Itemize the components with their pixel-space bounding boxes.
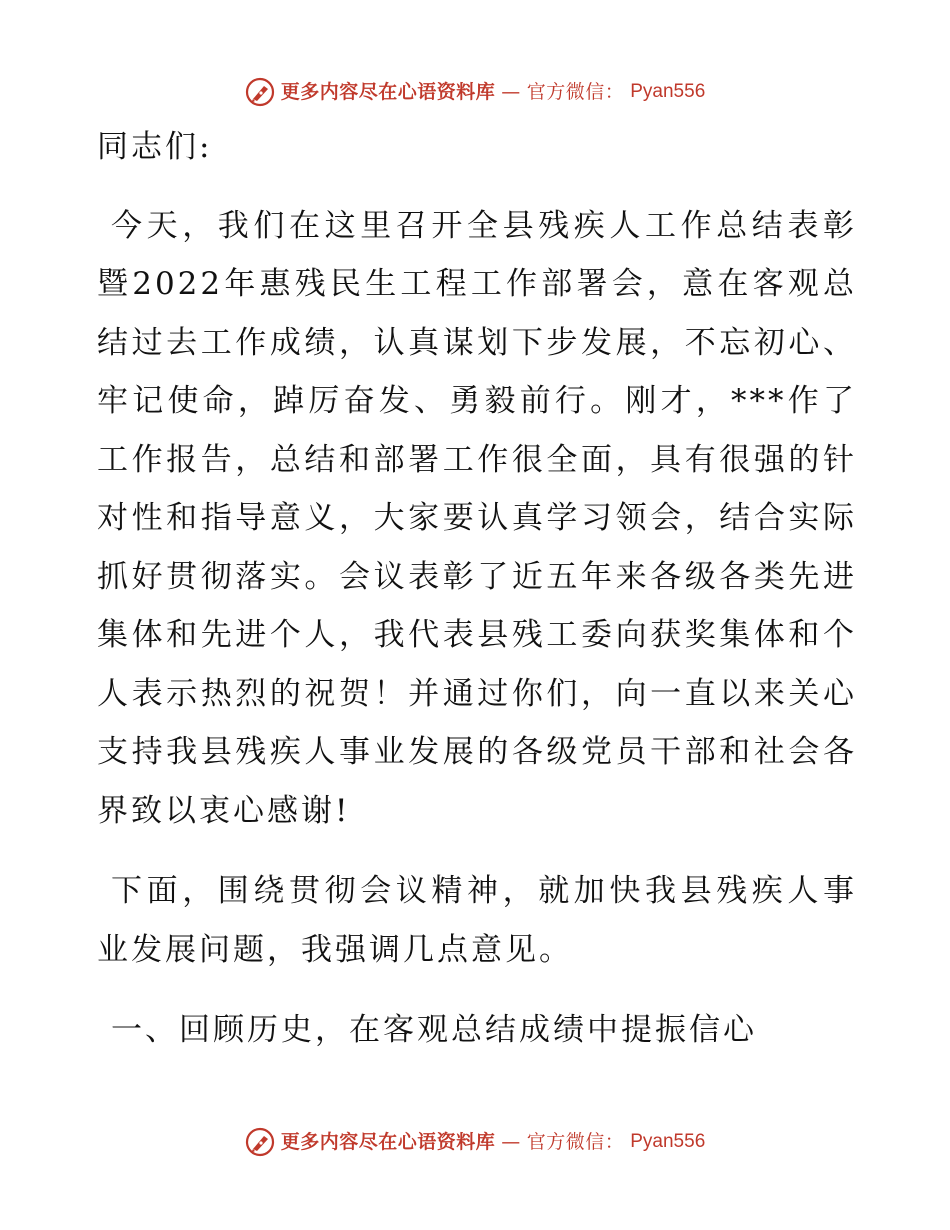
watermark-wechat-id: Pyan556 <box>630 1131 706 1152</box>
footer-watermark <box>0 1127 950 1157</box>
paragraph-intro-points: 下面，围绕贯彻会议精神，就加快我县残疾人事业发展问题，我强调几点意见。 <box>97 873 857 968</box>
header-watermark <box>0 77 950 107</box>
watermark-wechat-id: Pyan556 <box>630 81 706 102</box>
watermark-site-text: 更多内容尽在心语资料库 <box>280 81 496 103</box>
watermark-separator: — <box>501 1131 521 1153</box>
watermark-site-text: 更多内容尽在心语资料库 <box>280 1131 496 1153</box>
section-heading: 一、回顾历史，在客观总结成绩中提振信心 <box>111 1012 757 1048</box>
pen-nib-icon <box>245 1127 275 1157</box>
watermark-contact-label: 官方微信： <box>526 81 625 103</box>
watermark-contact-label: 官方微信： <box>526 1131 625 1153</box>
paragraph-opening: 今天，我们在这里召开全县残疾人工作总结表彰暨2022年惠残民生工程工作部署会，意在客观总结过去工作成绩，认真谋划下步发展，不忘初心、牢记使命，踔厉奋发、勇毅前行。刚才，***作了工作报告，总结和部署工作很全面，具有很强的针对性和指导意义，大家要认真学习领会，结合实际抓好贯彻落实。会议表彰了近五年来各级各类先进集体和先进个人，我代表县残工委向获奖集体和个人表示热烈的祝贺！并通过你们，向一直以来关心支持我县残疾人事业发展的各级党员干部和社会各界致以衷心感谢! <box>97 207 857 829</box>
pen-nib-icon <box>245 77 275 107</box>
salutation: 同志们: <box>97 129 213 165</box>
watermark-separator: — <box>501 81 521 103</box>
document-body <box>97 118 857 1060</box>
